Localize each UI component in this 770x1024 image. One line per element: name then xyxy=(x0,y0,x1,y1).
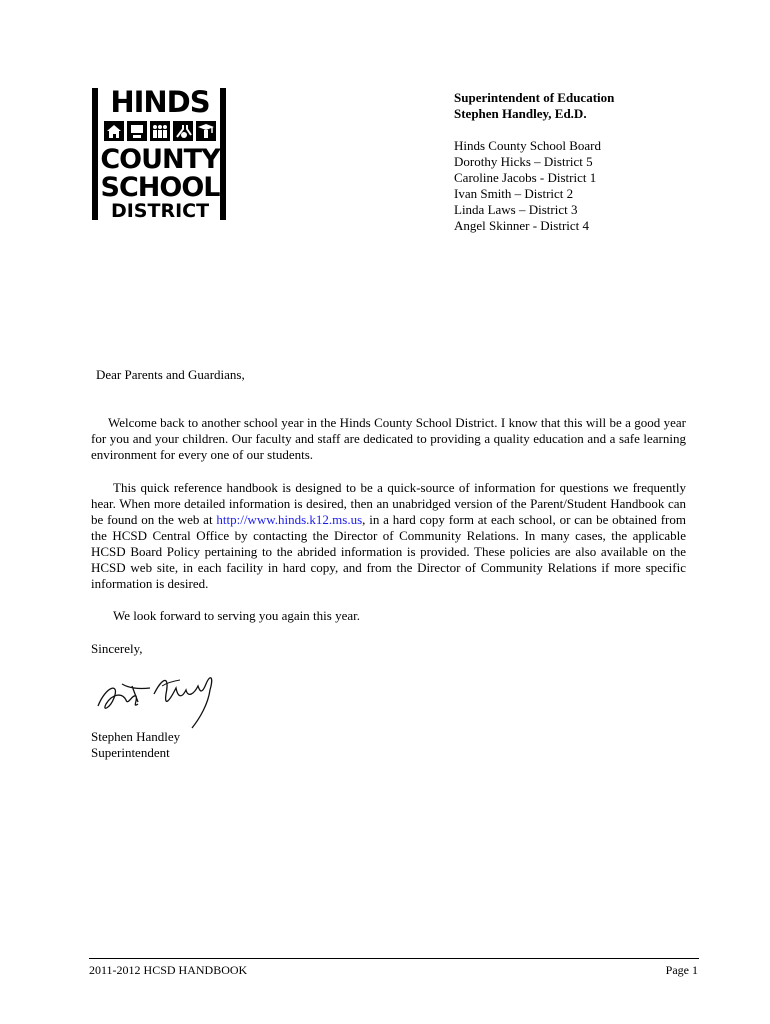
board-member: Ivan Smith – District 2 xyxy=(454,186,574,201)
footer-divider xyxy=(89,958,699,959)
closing-line: Sincerely, xyxy=(91,641,143,656)
board-member: Caroline Jacobs - District 1 xyxy=(454,170,597,185)
footer-document-title: 2011-2012 HCSD HANDBOOK xyxy=(89,963,248,977)
logo-word-county: COUNTY xyxy=(100,144,220,175)
district-logo xyxy=(92,85,228,222)
handwritten-signature xyxy=(92,664,232,732)
logo-left-bar xyxy=(92,88,98,220)
district-website-link[interactable]: http://www.hinds.k12.ms.us xyxy=(216,512,363,527)
letterhead-info xyxy=(454,90,614,234)
paragraph-handbook-text-end: , in a hard copy form at each school, or can be obtained from the HCSD Central Office by contacting the Director of Community Relations. In many cases, the applicable HCSD Board Policy pertaining to the abrided information is provided. These policies are also available on the HCSD web site, in each facility in hard copy, and from the Director of Community Relations if more specific information is desired. xyxy=(91,512,686,591)
board-member: Linda Laws – District 3 xyxy=(454,202,578,217)
logo-icon-strip xyxy=(104,121,216,141)
paragraph-handbook-text-start: This quick reference handbook is designed to be a quick-source of information for questions we frequently hear. When more detailed information is desired, then an unabridged version of the Parent/Student Handbook can be found on the web at xyxy=(91,480,686,527)
superintendent-name: Stephen Handley, Ed.D. xyxy=(454,106,587,121)
salutation: Dear Parents and Guardians, xyxy=(96,367,245,382)
footer-page-number: Page 1 xyxy=(665,963,698,977)
graduate-icon xyxy=(196,121,216,141)
logo-word-hinds: HINDS xyxy=(110,85,210,119)
school-house-icon xyxy=(104,121,124,141)
signer-title: Superintendent xyxy=(91,745,170,760)
board-member: Dorothy Hicks – District 5 xyxy=(454,154,593,169)
computer-icon xyxy=(127,121,147,141)
logo-right-bar xyxy=(220,88,226,220)
logo-word-district: DISTRICT xyxy=(110,200,210,222)
paragraph-welcome: Welcome back to another school year in the Hinds County School District. I know that this will be a good year for you and your children. Our faculty and staff are dedicated to providing a quality education and a safe learning environment for every one of our students. xyxy=(91,415,686,462)
signature-block xyxy=(91,729,180,761)
logo-word-school: SCHOOL xyxy=(100,172,220,203)
paragraph-handbook xyxy=(91,480,686,592)
students-icon xyxy=(150,121,170,141)
board-heading: Hinds County School Board xyxy=(454,138,601,153)
paragraph-closing: We look forward to serving you again this year. xyxy=(113,608,360,623)
superintendent-title: Superintendent of Education xyxy=(454,90,615,105)
board-member: Angel Skinner - District 4 xyxy=(454,218,590,233)
signer-name: Stephen Handley xyxy=(91,729,181,744)
science-icon xyxy=(173,121,193,141)
